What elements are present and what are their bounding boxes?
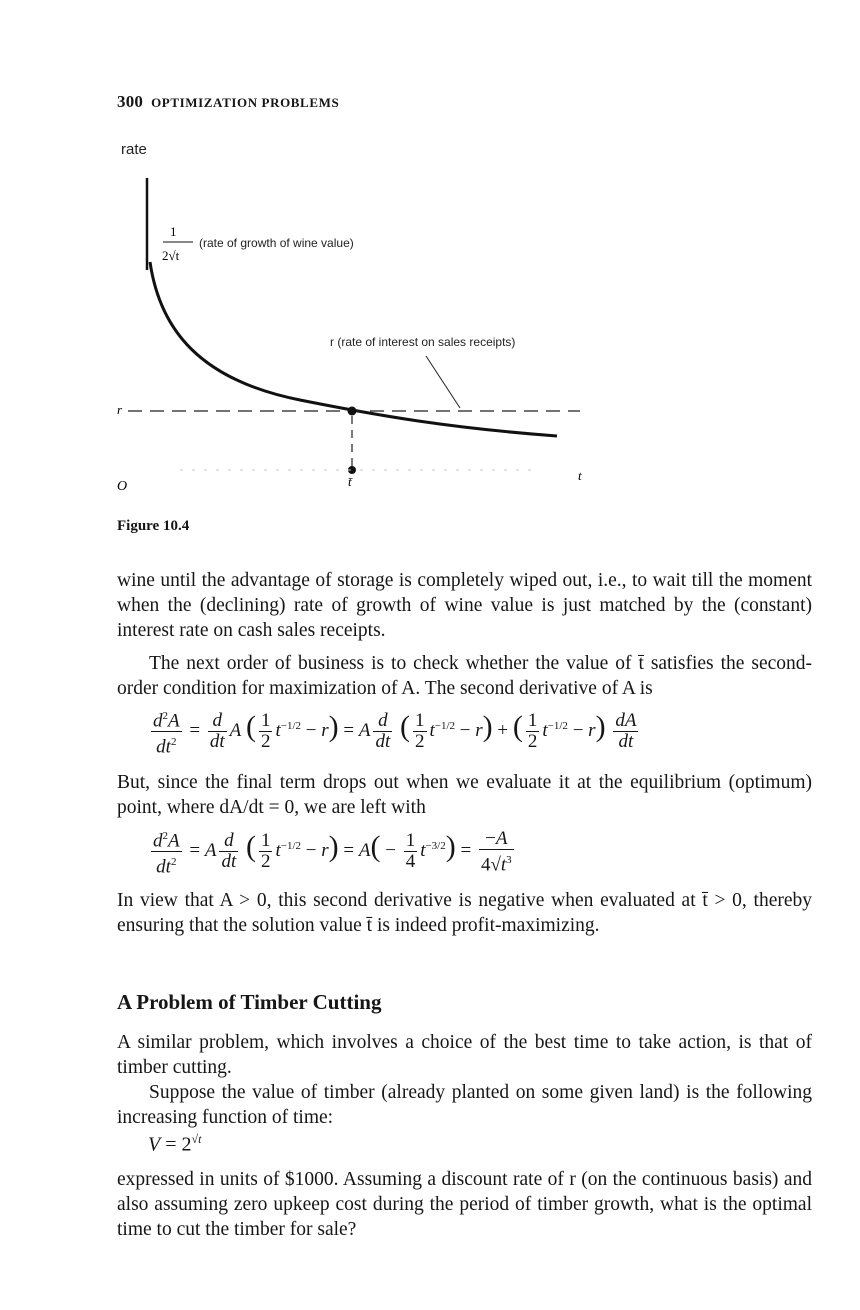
intersection-point	[348, 407, 357, 416]
y-axis-label: rate	[121, 141, 147, 158]
paragraph-3: But, since the final term drops out when we evaluate it at the equilibrium (optimum) point, where dA/dt = 0, we are left with	[117, 772, 812, 818]
figure-10-4	[0, 0, 860, 520]
paragraph-7: expressed in units of $1000. Assuming a discount rate of r (on the continuous basis) and also assuming zero upkeep cost during the period of timber growth, what is the optimal time to cut the timber for sale?	[117, 1169, 812, 1240]
paragraph-4: In view that A > 0, this second derivative is negative when evaluated at t̄ > 0, thereby ensuring that the solution value t̄ is indeed profit-maximizing.	[117, 890, 812, 936]
curve-label: (rate of growth of wine value)	[199, 236, 354, 250]
x-axis-label: t	[578, 468, 582, 483]
t-bar-label: t̄	[348, 474, 352, 489]
paragraph-6: Suppose the value of timber (already planted on some given land) is the following increasing function of time:	[117, 1082, 812, 1128]
r-line-pointer	[426, 356, 460, 408]
r-line-label: r (rate of interest on sales receipts)	[330, 335, 516, 349]
paragraph-2: The next order of business is to check whether the value of t̄ satisfies the second-order condition for maximization of A. The second derivative of A is	[117, 653, 812, 699]
r-tick-label: r	[117, 402, 123, 417]
page-number: 300	[117, 92, 144, 111]
origin-label: O	[117, 479, 128, 494]
paragraph-1: wine until the advantage of storage is completely wiped out, i.e., to wait till the moment when the (declining) rate of growth of wine value is just matched by the (constant) interest rate on cash sales receipts.	[117, 570, 812, 641]
second-derivative-optimum-equation: $\frac{d^2A}{dt^2}$ = A $\frac{d}{dt}$ ( $\frac{1}{2}$ $t^{-1/2} - r) = A$( − $\frac{1}{4}$ $t^{-3/2}$) = $\frac{-A}{4√t^3}$	[153, 827, 512, 878]
section-title: A Problem of Timber Cutting	[117, 990, 382, 1014]
paragraph-5: A similar problem, which involves a choice of the best time to take action, is that of timber cutting.	[117, 1032, 812, 1078]
curve-formula-numerator: 1	[170, 224, 177, 239]
timber-value-equation: $V = 2^{√t}$	[148, 1132, 202, 1156]
second-derivative-equation: $\frac{d^2A}{dt^2}$ = $\frac{d}{dt}$ A ( $\frac{1}{2}$ $t^{-1/2} - r) = A$ $\frac{d}{dt}$ ( $\frac{1}{2}$ $t^{-1/2} - r$) + ( $\frac{1}{2}$ $t^{-1/2} - r$) $\frac{dA}{dt}$	[148, 706, 641, 758]
curve-formula-denominator: 2√t	[162, 248, 180, 263]
figure-caption: Figure 10.4	[117, 518, 190, 534]
running-title: OPTIMIZATION PROBLEMS	[151, 95, 340, 110]
